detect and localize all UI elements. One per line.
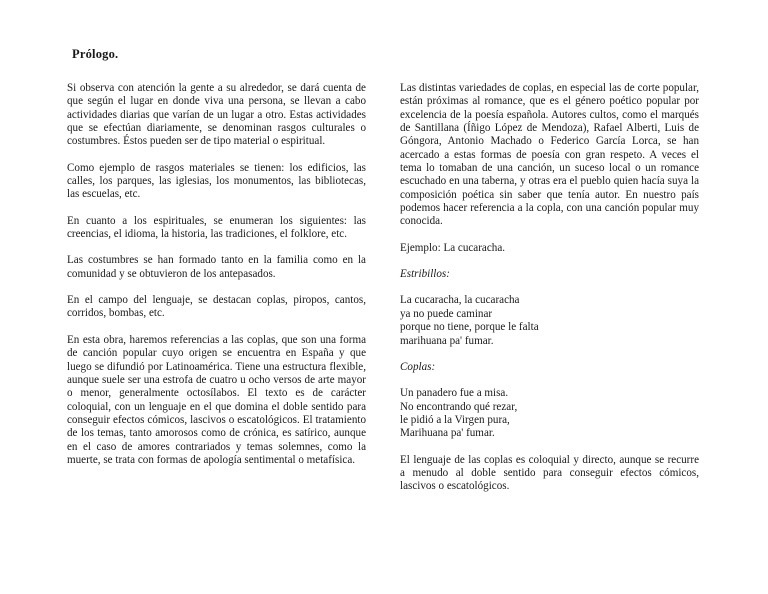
paragraph: En esta obra, haremos referencias a las coplas, que son una forma de canción popular cuyo origen se encuentra en España y que luego se difundió por Latinoamérica. Tiene una estructura flexible, aunque suele ser una estrofa de cuatro u ocho versos de arte mayor o menor, generalmente octosílabos. El texto es de carácter coloquial, con un lenguaje en el que domina el doble sentido para conseguir efectos cómicos, lascivos o escatológicos. El tratamiento de los temas, tanto amorosos como de crónica, es satírico, aunque en el caso de amores contrariados y temas solemnes, como la muerte, se trata con formas de apología sentimental o metafísica. <box>67 333 366 466</box>
verse-line: porque no tiene, porque le falta <box>400 321 539 334</box>
left-column <box>67 82 366 480</box>
example-heading: Ejemplo: La cucaracha. <box>400 241 506 254</box>
verse-line: La cucaracha, la cucaracha <box>400 294 520 307</box>
verse-line: ya no puede caminar <box>400 307 493 320</box>
verse-line: le pidió a la Virgen pura, <box>400 413 510 426</box>
right-column <box>400 82 699 507</box>
coplas-label: Coplas: <box>400 360 436 373</box>
page-title: Prólogo. <box>72 47 119 61</box>
paragraph: En cuanto a los espirituales, se enumeran los siguientes: las creencias, el idioma, la historia, las tradiciones, el folklore, etc. <box>67 214 366 241</box>
estribillos-verse <box>400 294 699 347</box>
verse-line: Marihuana pa' fumar. <box>400 427 495 440</box>
paragraph: Las costumbres se han formado tanto en la familia como en la comunidad y se obtuvieron de los antepasados. <box>67 254 366 280</box>
paragraph: Como ejemplo de rasgos materiales se tienen: los edificios, las calles, los parques, las iglesias, los monumentos, las bibliotecas, las escuelas, etc. <box>67 161 366 201</box>
verse-line: Un panadero fue a misa. <box>400 387 509 400</box>
paragraph: Si observa con atención la gente a su alrededor, se dará cuenta de que según el lugar en donde viva una persona, se llevan a cabo actividades diarias que varían de un lugar a otro. Estas actividades que se efectúan diariamente, se denominan rasgos culturales o costumbres. Éstos pueden ser de tipo material o espiritual. <box>67 82 366 148</box>
estribillos-label: Estribillos: <box>400 268 450 281</box>
intro-paragraph: Las distintas variedades de coplas, en especial las de corte popular, están próximas al romance, que es el género poético popular por excelencia de la poesía española. Autores cultos, como el marqués de Santillana (Íñigo López de Mendoza), Rafael Alberti, Luis de Góngora, Antonio Machado o Federico García Lorca, se han acercado a estas formas de poesía con gran respeto. A veces el tema lo tomaban de una canción, un suceso local o un romance escuchado en una taberna, y otras era el pueblo quien hacía suya la composición poética sin saber que tenía autor. En nuestro país podemos hacer referencia a la copla, con una canción popular muy conocida. <box>400 82 699 228</box>
paragraph: En el campo del lenguaje, se destacan coplas, piropos, cantos, corridos, bombas, etc. <box>67 294 366 320</box>
verse-line: No encontrando qué rezar, <box>400 400 518 413</box>
closing-paragraph: El lenguaje de las coplas es coloquial y directo, aunque se recurre a menudo al doble sentido para conseguir efectos cómicos, lascivos o escatológicos. <box>400 453 699 493</box>
verse-line: marihuana pa' fumar. <box>400 334 494 347</box>
coplas-verse <box>400 387 699 440</box>
